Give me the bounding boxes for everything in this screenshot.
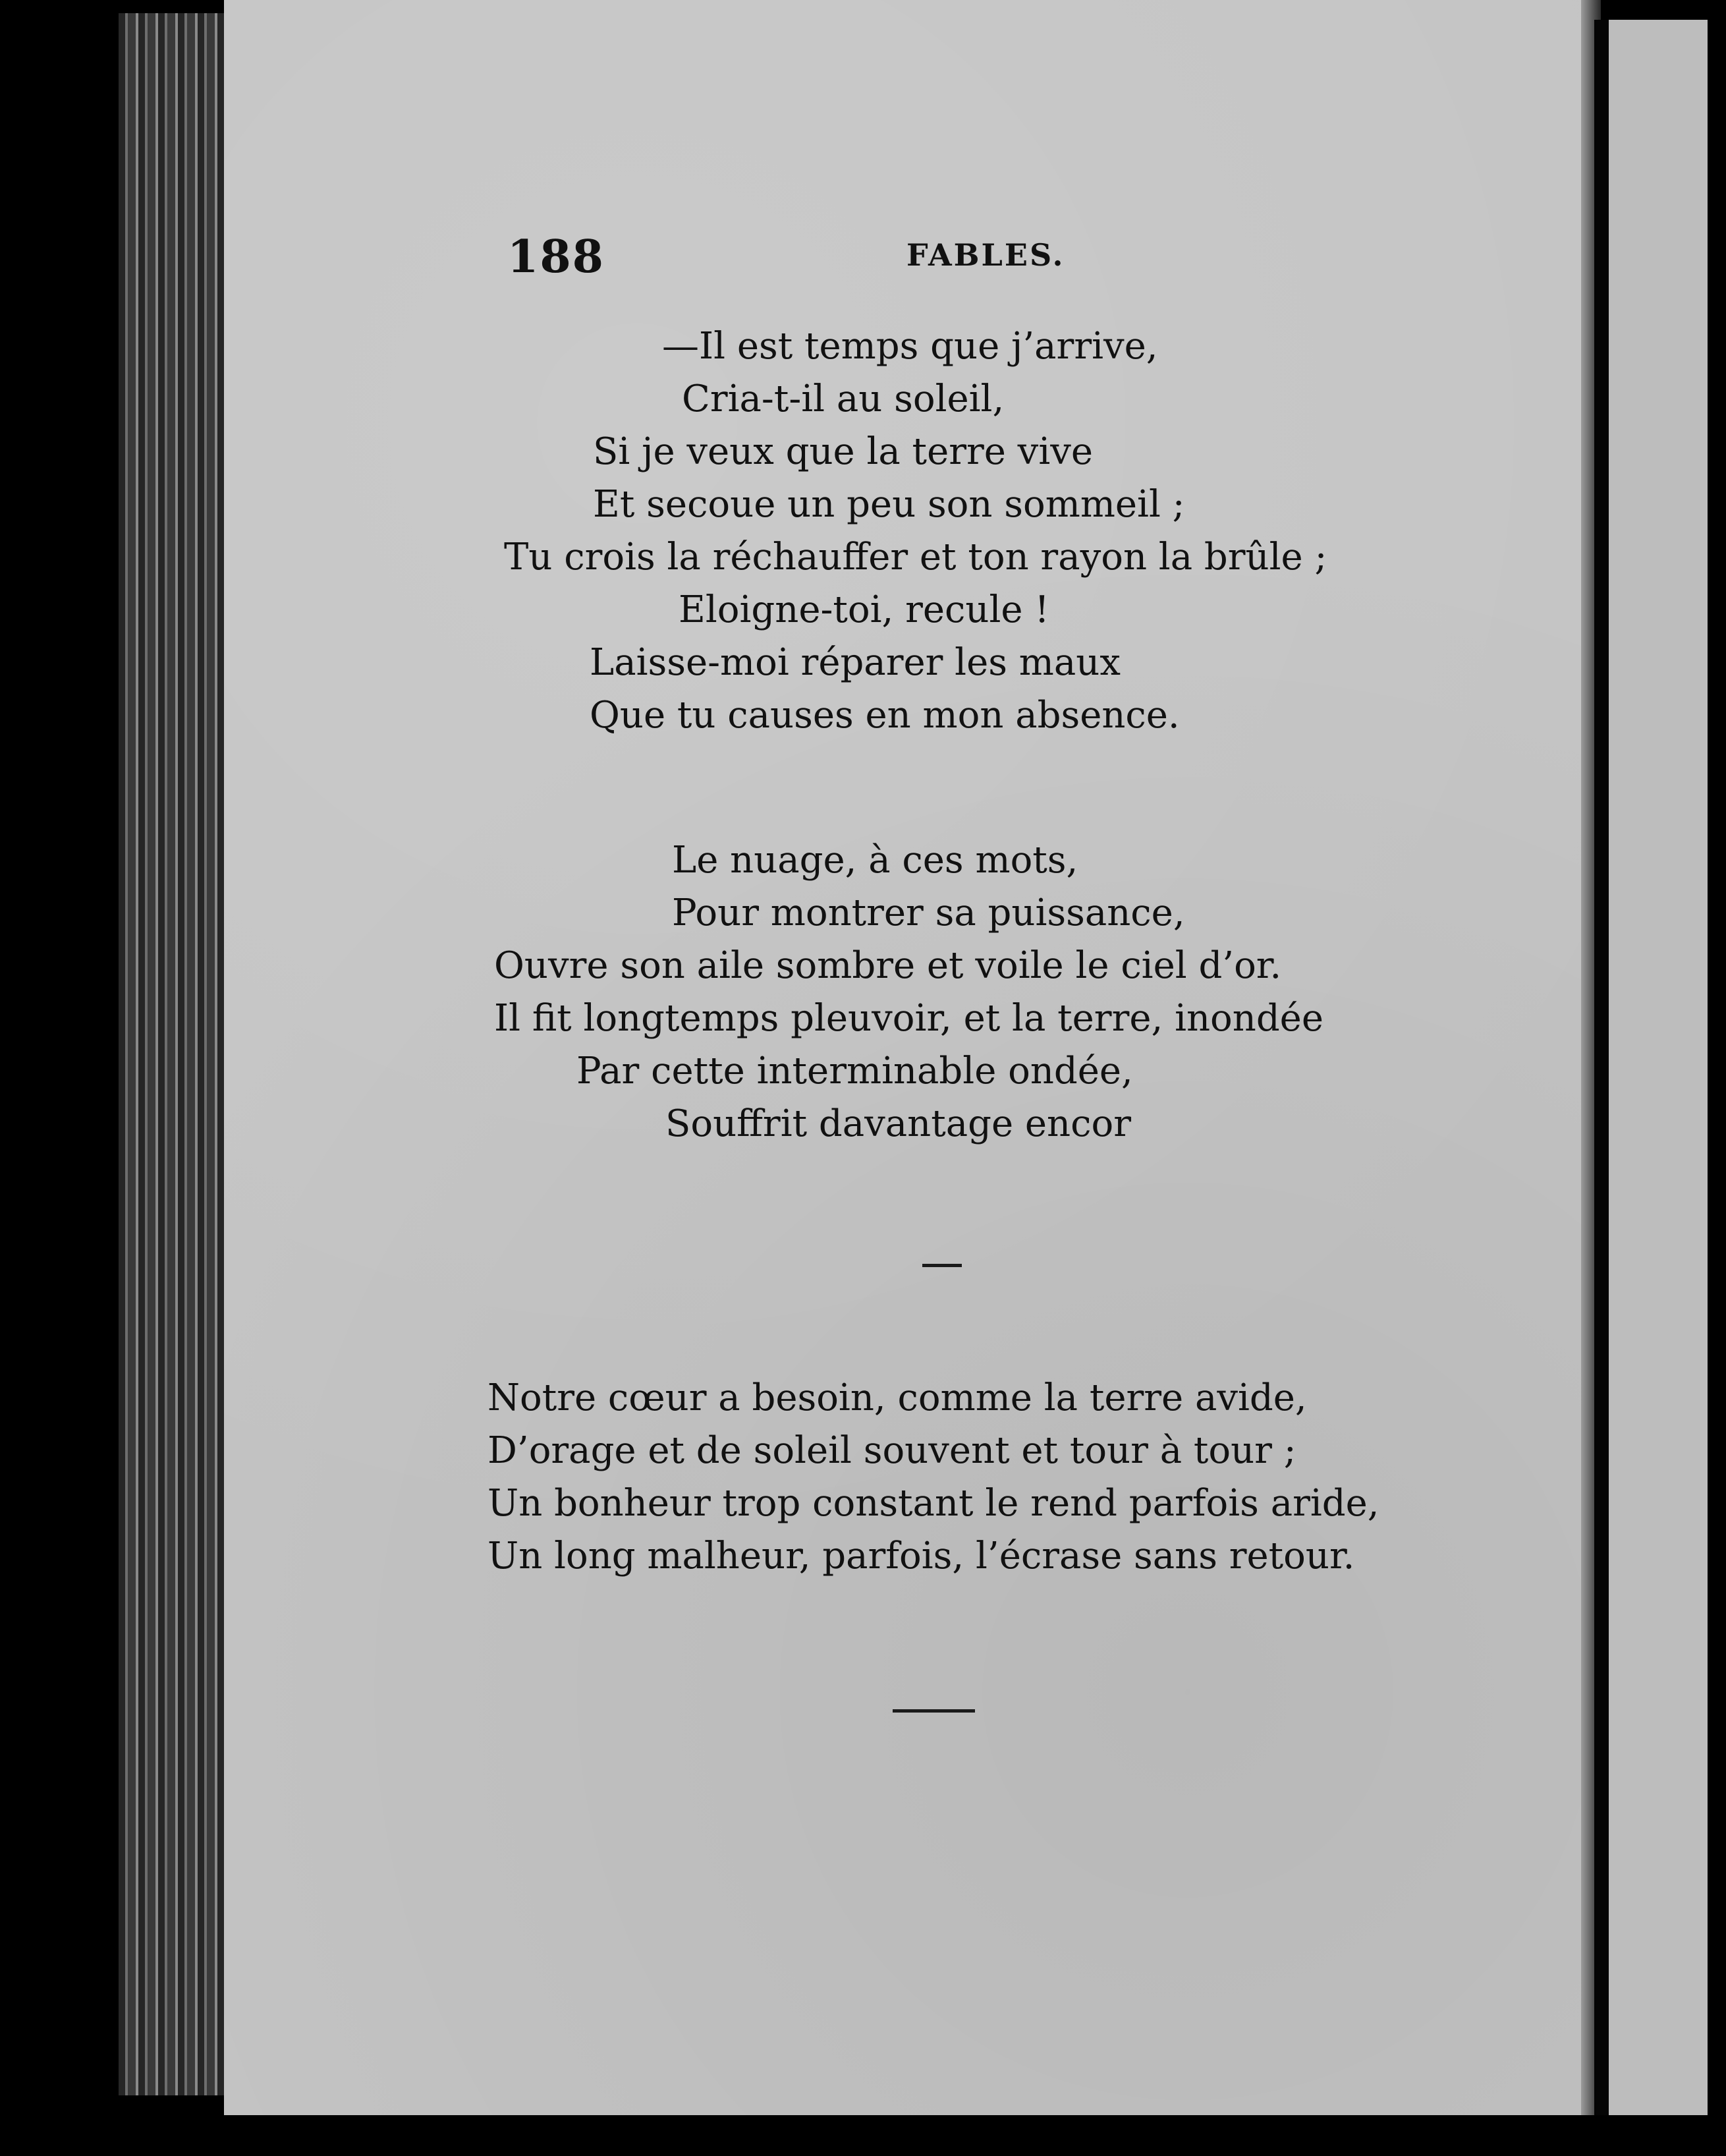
running-title: FABLES.: [906, 237, 1065, 273]
book-page: [224, 0, 1601, 2115]
verse-line: Ouvre son aile sombre et voile le ciel d’or.: [494, 944, 1282, 987]
verse-line: Tu crois la réchauffer et ton rayon la brûle ;: [504, 536, 1327, 579]
verse-line: Pour montrer sa puissance,: [672, 892, 1185, 934]
verse-line: D’orage et de soleil souvent et tour à tour ;: [487, 1429, 1296, 1472]
end-rule: [893, 1709, 975, 1713]
verse-line: Cria-t-il au soleil,: [682, 378, 1005, 420]
binding-gutter: [1594, 20, 1609, 2115]
verse-line: Un long malheur, parfois, l’écrase sans retour.: [487, 1535, 1355, 1577]
verse-line: Il fit longtemps pleuvoir, et la terre, inondée: [494, 997, 1323, 1040]
page-edges: [119, 13, 237, 2095]
verse-line: Un bonheur trop constant le rend parfois aride,: [487, 1482, 1379, 1525]
verse-line: Le nuage, à ces mots,: [672, 839, 1078, 882]
verse-line: Laisse-moi réparer les maux: [590, 641, 1121, 684]
scan-right-border: [1708, 0, 1726, 2156]
facing-page-edge: [1609, 20, 1708, 2115]
verse-line: Et secoue un peu son sommeil ;: [593, 483, 1185, 526]
verse-line: Eloigne-toi, recule !: [679, 588, 1049, 631]
page-number: 188: [507, 231, 605, 283]
section-rule: [922, 1264, 962, 1267]
running-head: [224, 231, 1601, 283]
verse-line: Souffrit davantage encor: [665, 1102, 1131, 1145]
verse-line: Que tu causes en mon absence.: [590, 694, 1180, 737]
verse-line: Notre cœur a besoin, comme la terre avide,: [487, 1376, 1307, 1419]
verse-line: Par cette interminable ondée,: [576, 1050, 1133, 1092]
verse-line: —Il est temps que j’arrive,: [662, 325, 1158, 368]
verse-line: Si je veux que la terre vive: [593, 430, 1094, 473]
